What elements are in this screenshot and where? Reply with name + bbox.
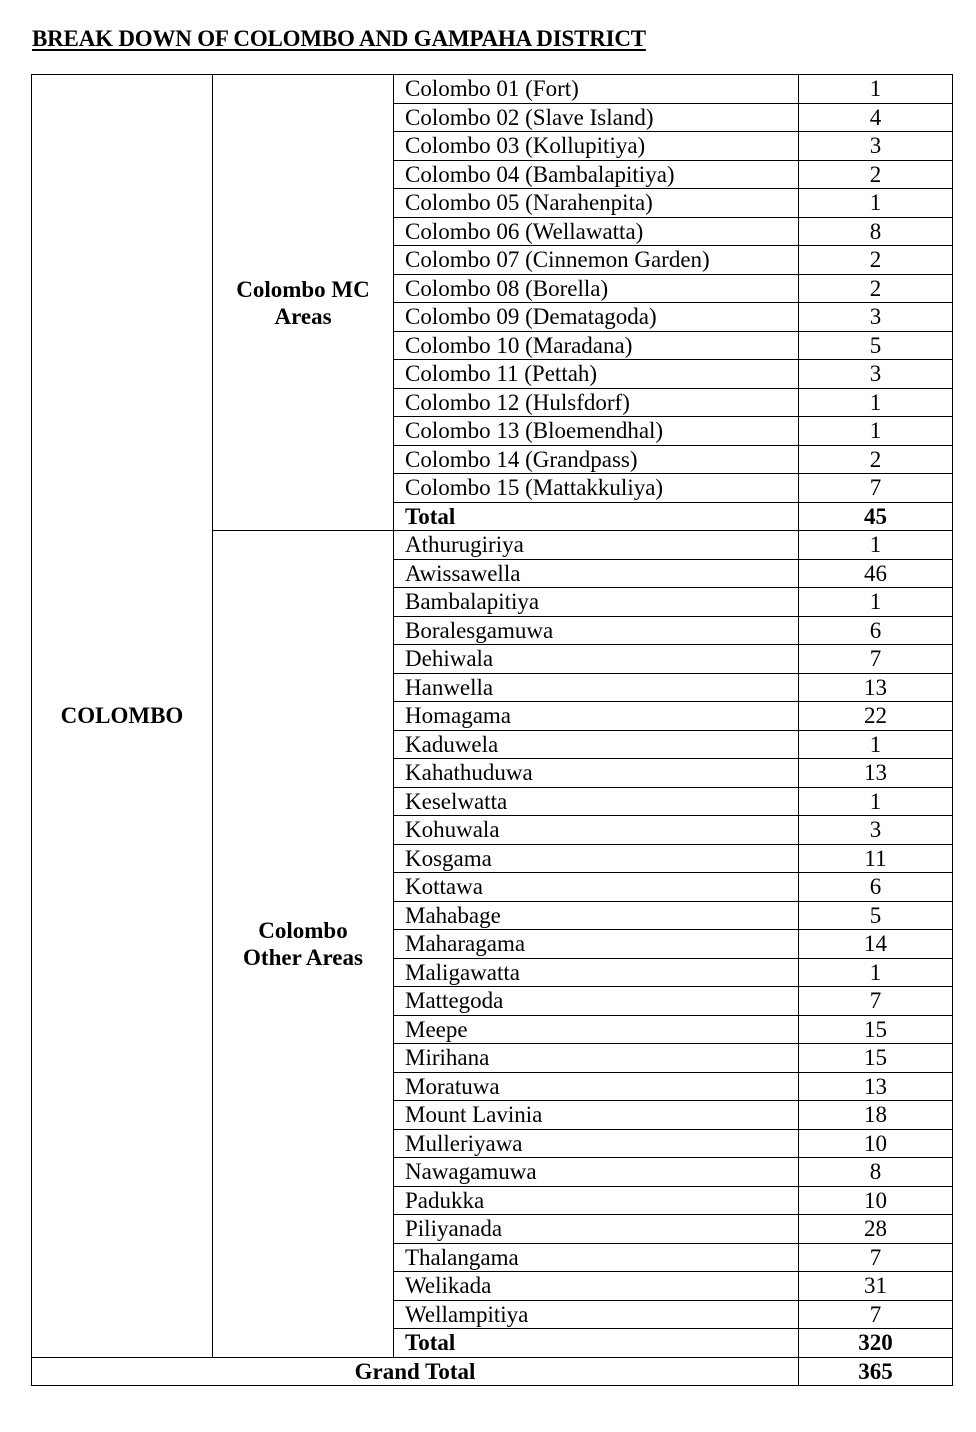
location-name: Maligawatta <box>394 958 799 987</box>
location-name: Colombo 15 (Mattakkuliya) <box>394 474 799 503</box>
grand-total-label: Grand Total <box>32 1357 799 1386</box>
location-name: Kahathuduwa <box>394 759 799 788</box>
location-count: 31 <box>799 1272 953 1301</box>
total-label: Total <box>394 1329 799 1358</box>
location-count: 2 <box>799 274 953 303</box>
location-name: Kohuwala <box>394 816 799 845</box>
location-name: Colombo 04 (Bambalapitiya) <box>394 160 799 189</box>
total-value: 45 <box>799 502 953 531</box>
location-count: 7 <box>799 645 953 674</box>
location-name: Colombo 08 (Borella) <box>394 274 799 303</box>
location-count: 3 <box>799 132 953 161</box>
table-row <box>32 75 953 104</box>
location-count: 15 <box>799 1044 953 1073</box>
area-name-line: Colombo MC <box>236 276 370 302</box>
location-count: 5 <box>799 331 953 360</box>
location-count: 13 <box>799 1072 953 1101</box>
location-count: 14 <box>799 930 953 959</box>
location-count: 7 <box>799 1300 953 1329</box>
area-name <box>213 531 394 1358</box>
area-name-line: Colombo <box>258 917 348 943</box>
location-count: 28 <box>799 1215 953 1244</box>
location-name: Dehiwala <box>394 645 799 674</box>
grand-total-value: 365 <box>799 1357 953 1386</box>
location-count: 46 <box>799 559 953 588</box>
location-name: Awissawella <box>394 559 799 588</box>
location-name: Mount Lavinia <box>394 1101 799 1130</box>
document-title: BREAK DOWN OF COLOMBO AND GAMPAHA DISTRICT <box>32 26 646 51</box>
area-name-line: Areas <box>274 303 332 329</box>
location-name: Athurugiriya <box>394 531 799 560</box>
location-count: 1 <box>799 189 953 218</box>
location-name: Mahabage <box>394 901 799 930</box>
location-count: 4 <box>799 103 953 132</box>
location-name: Mirihana <box>394 1044 799 1073</box>
location-count: 8 <box>799 1158 953 1187</box>
location-count: 8 <box>799 217 953 246</box>
location-name: Kaduwela <box>394 730 799 759</box>
location-count: 1 <box>799 588 953 617</box>
location-count: 7 <box>799 987 953 1016</box>
location-name: Kosgama <box>394 844 799 873</box>
location-name: Piliyanada <box>394 1215 799 1244</box>
location-name: Colombo 01 (Fort) <box>394 75 799 104</box>
location-count: 1 <box>799 417 953 446</box>
location-count: 15 <box>799 1015 953 1044</box>
location-name: Mulleriyawa <box>394 1129 799 1158</box>
location-name: Colombo 11 (Pettah) <box>394 360 799 389</box>
location-count: 1 <box>799 730 953 759</box>
location-count: 3 <box>799 360 953 389</box>
location-count: 13 <box>799 759 953 788</box>
location-name: Boralesgamuwa <box>394 616 799 645</box>
location-name: Homagama <box>394 702 799 731</box>
location-name: Moratuwa <box>394 1072 799 1101</box>
location-count: 1 <box>799 388 953 417</box>
location-name: Maharagama <box>394 930 799 959</box>
location-name: Mattegoda <box>394 987 799 1016</box>
location-count: 7 <box>799 1243 953 1272</box>
total-value: 320 <box>799 1329 953 1358</box>
location-count: 5 <box>799 901 953 930</box>
location-name: Welikada <box>394 1272 799 1301</box>
location-count: 2 <box>799 246 953 275</box>
location-name: Colombo 12 (Hulsfdorf) <box>394 388 799 417</box>
location-name: Colombo 07 (Cinnemon Garden) <box>394 246 799 275</box>
location-count: 3 <box>799 816 953 845</box>
total-label: Total <box>394 502 799 531</box>
location-name: Kottawa <box>394 873 799 902</box>
location-name: Thalangama <box>394 1243 799 1272</box>
location-count: 6 <box>799 873 953 902</box>
location-name: Hanwella <box>394 673 799 702</box>
location-name: Colombo 14 (Grandpass) <box>394 445 799 474</box>
location-name: Colombo 05 (Narahenpita) <box>394 189 799 218</box>
location-count: 2 <box>799 160 953 189</box>
location-count: 1 <box>799 958 953 987</box>
location-count: 18 <box>799 1101 953 1130</box>
location-name: Meepe <box>394 1015 799 1044</box>
location-count: 6 <box>799 616 953 645</box>
location-name: Colombo 09 (Dematagoda) <box>394 303 799 332</box>
location-count: 10 <box>799 1129 953 1158</box>
location-name: Colombo 03 (Kollupitiya) <box>394 132 799 161</box>
location-count: 1 <box>799 787 953 816</box>
location-name: Colombo 10 (Maradana) <box>394 331 799 360</box>
district-name: COLOMBO <box>32 75 213 1358</box>
grand-total-row <box>32 1357 953 1386</box>
location-count: 1 <box>799 75 953 104</box>
table-body <box>32 75 953 1386</box>
location-name: Padukka <box>394 1186 799 1215</box>
breakdown-table <box>31 74 953 1386</box>
location-count: 13 <box>799 673 953 702</box>
location-name: Bambalapitiya <box>394 588 799 617</box>
location-name: Keselwatta <box>394 787 799 816</box>
location-count: 10 <box>799 1186 953 1215</box>
area-name <box>213 75 394 531</box>
location-name: Colombo 06 (Wellawatta) <box>394 217 799 246</box>
location-count: 11 <box>799 844 953 873</box>
location-name: Nawagamuwa <box>394 1158 799 1187</box>
location-count: 7 <box>799 474 953 503</box>
location-name: Colombo 02 (Slave Island) <box>394 103 799 132</box>
location-name: Wellampitiya <box>394 1300 799 1329</box>
location-name: Colombo 13 (Bloemendhal) <box>394 417 799 446</box>
area-name-line: Other Areas <box>243 944 363 970</box>
location-count: 22 <box>799 702 953 731</box>
location-count: 2 <box>799 445 953 474</box>
location-count: 3 <box>799 303 953 332</box>
location-count: 1 <box>799 531 953 560</box>
